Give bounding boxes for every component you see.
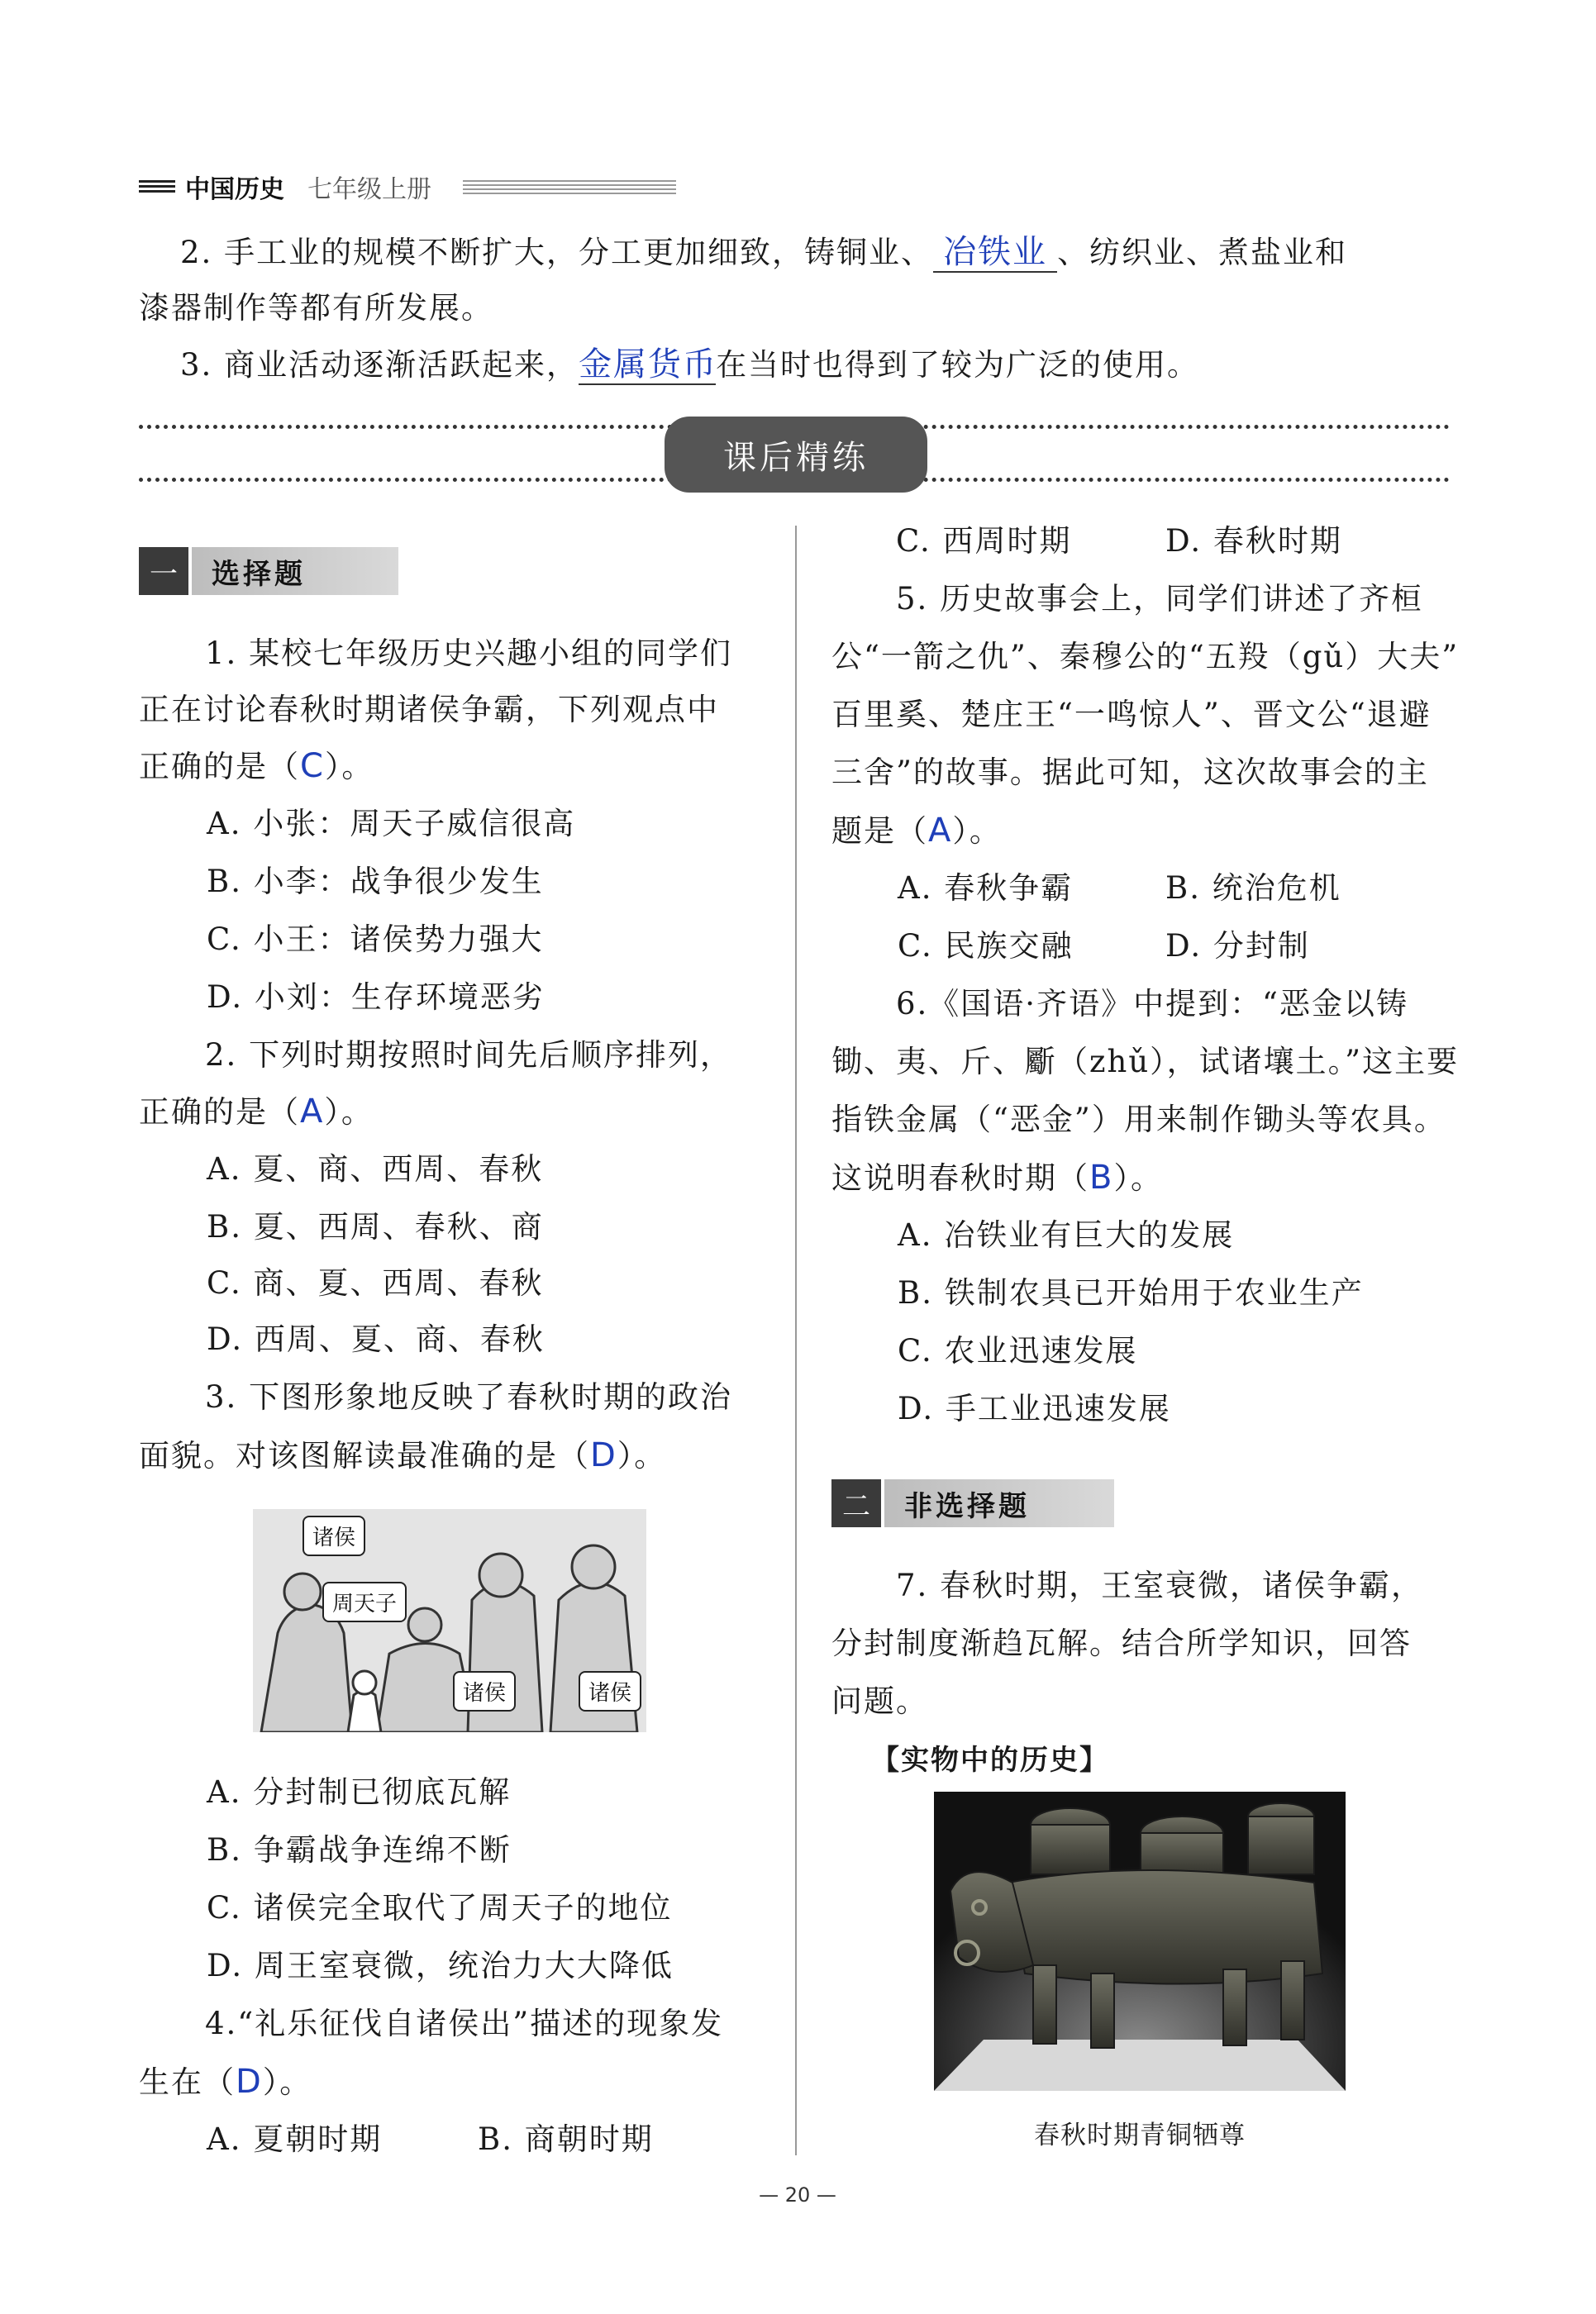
q7-subheading: 【实物中的历史】 [871,1744,1109,1777]
q1-option-c: C. 小王：诸侯势力强大 [207,921,544,957]
q5-option-d: D. 分封制 [1165,928,1310,964]
zhou-king-head [353,1671,376,1694]
q4-answer: D [236,2063,263,2101]
q3-option-d: D. 周王室衰微，统治力大大降低 [207,1948,674,1983]
bubble-label-king: 周天子 [322,1582,407,1622]
fill-answer-q3: 金属货币 [579,345,718,383]
zhou-king-small-figure [348,1691,381,1732]
q1-line1: 1. 某校七年级历史兴趣小组的同学们 [205,636,733,671]
q1-option-b: B. 小李：战争很少发生 [207,864,544,899]
q6-option-a: A. 冶铁业有巨大的发展 [898,1217,1235,1253]
lord-head-center [408,1608,441,1641]
fill-answer-q2: 冶铁业 [933,233,1057,273]
q5-option-c: C. 民族交融 [898,928,1074,964]
q6-option-d: D. 手工业迅速发展 [898,1391,1171,1426]
q4-option-b: B. 商朝时期 [478,2121,654,2157]
section-number: 二 [831,1479,881,1527]
q4-option-d: D. 春秋时期 [1165,523,1342,559]
q6-stem-tail: 这说明春秋时期（B）。 [831,1159,1163,1197]
section-header-nonchoice [831,1479,1114,1527]
q6-line3: 指铁金属（“恶金”）用来制作锄头等农具。 [831,1102,1446,1137]
q3-line1: 3. 下图形象地反映了春秋时期的政治 [205,1379,733,1415]
q5-option-b: B. 统治危机 [1165,870,1341,906]
q1-stem-tail: 正确的是（C）。 [139,747,374,785]
intro-q2-line1: 2. 手工业的规模不断扩大，分工更加细致，铸铜业、 冶铁业 、纺织业、煮盐业和 [180,233,1348,271]
q6-line1: 6.《国语·齐语》中提到：“恶金以铸 [896,986,1408,1021]
q1-line2: 正在讨论春秋时期诸侯争霸，下列观点中 [139,692,719,727]
column-divider [795,526,797,2155]
q7-line1: 7. 春秋时期，王室衰微，诸侯争霸， [896,1568,1424,1603]
lord-figure-left [261,1604,352,1732]
q1-answer: C [300,747,325,785]
bubble-label-lord: 诸侯 [303,1516,365,1556]
q7-line2: 分封制度渐趋瓦解。结合所学知识，回答 [831,1626,1412,1661]
q6-answer: B [1089,1159,1114,1197]
bronze-vessel-photo [934,1792,1346,2091]
section-banner: 课后精练 [665,417,927,493]
q2-line1: 2. 下列时期按照时间先后顺序排列， [205,1037,733,1073]
q5-answer: A [928,812,953,850]
q4-option-c: C. 西周时期 [896,523,1072,559]
cartoon-illustration [253,1509,646,1732]
q2-stem-tail: 正确的是（A）。 [139,1093,374,1131]
bronze-ox-zun-image [934,1792,1346,2091]
header-bars-decoration [139,180,175,195]
q4-line1: 4.“礼乐征伐自诸侯出”描述的现象发 [205,2006,724,2041]
photo-caption: 春秋时期青铜牺尊 [1034,2121,1246,2150]
section-header-choice [139,547,398,595]
q2-option-a: A. 夏、商、西周、春秋 [207,1151,544,1187]
q3-option-a: A. 分封制已彻底瓦解 [207,1774,512,1810]
q6-option-c: C. 农业迅速发展 [898,1333,1138,1369]
header-subtitle: 七年级上册 [307,175,431,204]
q2-option-c: C. 商、夏、西周、春秋 [207,1265,544,1301]
q4-option-a: A. 夏朝时期 [207,2121,383,2157]
bubble-label-lord: 诸侯 [579,1671,641,1712]
q6-option-b: B. 铁制农具已开始用于农业生产 [898,1275,1364,1311]
q2-option-d: D. 西周、夏、商、春秋 [207,1321,545,1357]
q5-line1: 5. 历史故事会上，同学们讲述了齐桓 [896,581,1424,617]
header-title: 中国历史 [185,175,284,204]
q5-option-a: A. 春秋争霸 [898,870,1074,906]
q1-option-d: D. 小刘：生存环境恶劣 [207,979,545,1015]
q3-answer: D [590,1436,617,1474]
q5-line4: 三舍”的故事。据此可知，这次故事会的主 [831,755,1429,790]
q4-stem-tail: 生在（D）。 [139,2063,312,2101]
page-number: — 20 — [759,2183,836,2207]
q2-answer: A [300,1093,325,1131]
section-number: 一 [139,547,188,595]
q5-stem-tail: 题是（A）。 [831,812,1002,850]
q3-stem-tail: 面貌。对该图解读最准确的是（D）。 [139,1436,667,1474]
q1-option-a: A. 小张：周天子威信很高 [207,806,576,841]
q6-line2: 锄、夷、斤、斸（zhǔ），试诸壤土。”这主要 [831,1044,1460,1079]
q2-option-b: B. 夏、西周、春秋、商 [207,1209,544,1245]
section-label: 非选择题 [884,1479,1114,1527]
q3-option-b: B. 争霸战争连绵不断 [207,1832,512,1868]
q5-line2: 公“一箭之仇”、秦穆公的“五羖（gǔ）大夫” [831,639,1460,674]
lord-head-right [572,1545,615,1588]
lord-head-left [284,1574,321,1610]
intro-q2-line2: 漆器制作等都有所发展。 [139,290,493,326]
section-label: 选择题 [192,547,398,595]
q3-option-c: C. 诸侯完全取代了周天子的地位 [207,1890,673,1926]
lord-head-big [479,1554,522,1597]
q5-line3: 百里奚、楚庄王“一鸣惊人”、晋文公“退避 [831,697,1432,732]
q7-line3: 问题。 [831,1683,928,1719]
header-rule-decoration [463,180,676,195]
intro-q3-line: 3. 商业活动逐渐活跃起来，金属货币在当时也得到了较为广泛的使用。 [180,345,1200,383]
bubble-label-lord: 诸侯 [453,1671,516,1712]
